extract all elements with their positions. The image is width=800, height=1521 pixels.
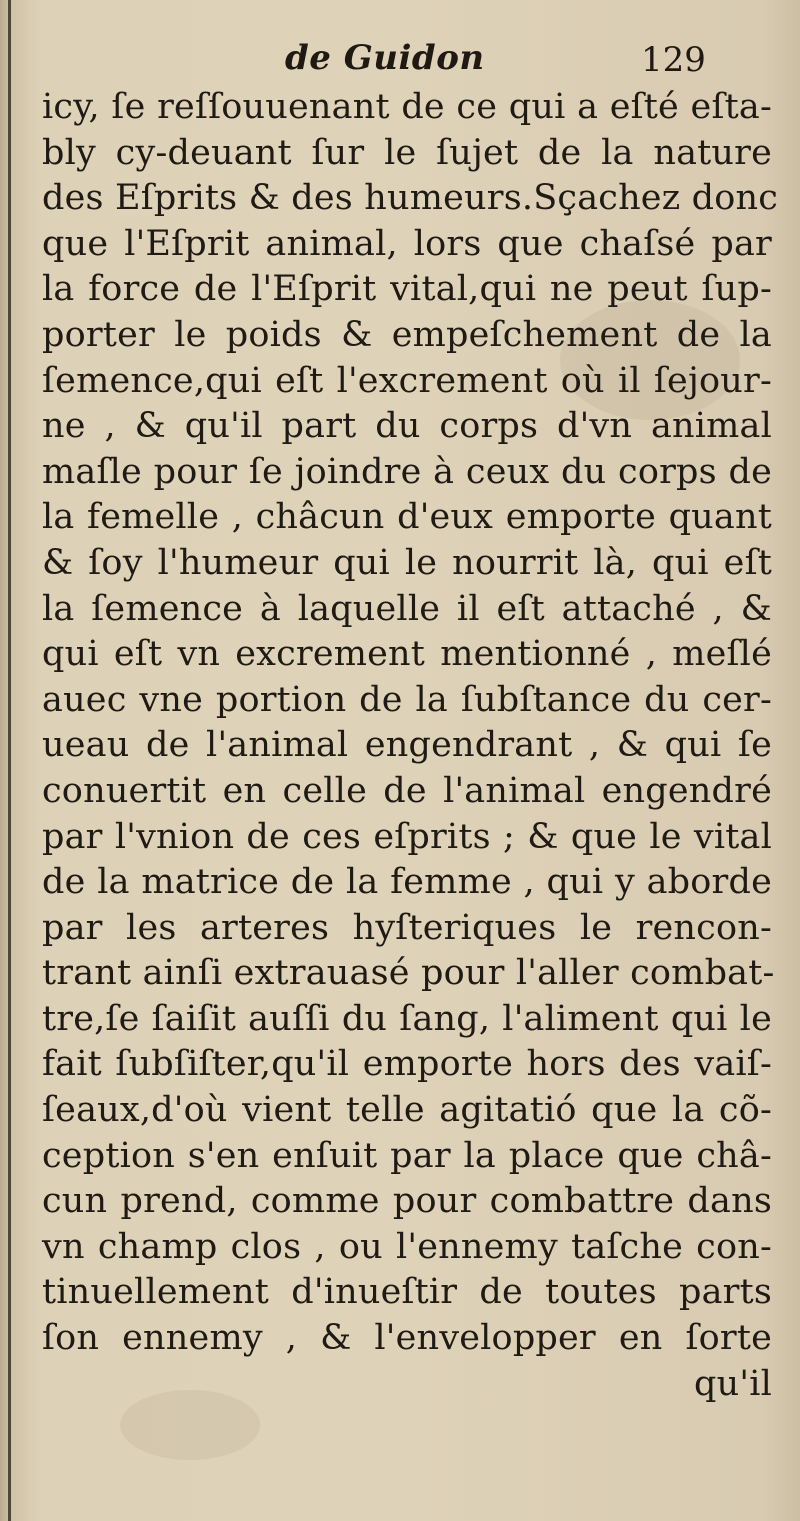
page-gutter-edge: [8, 0, 11, 1521]
running-head: [0, 38, 800, 88]
text-line: ſemence,qui eſt l'excrement où il ſejour-: [42, 360, 772, 401]
text-line: maſle pour ſe joindre à ceux du corps de: [42, 451, 772, 492]
text-line: conuertit en celle de l'animal engendré: [42, 770, 772, 811]
text-line: ſeaux,d'où vient telle agitatió que la cõ-: [42, 1090, 772, 1131]
text-line: & ſoy l'humeur qui le nourrit là, qui eſt: [42, 542, 772, 583]
text-line: ueau de l'animal engendrant , & qui ſe: [42, 725, 772, 766]
text-line: des Eſprits & des humeurs.Sçachez donc: [42, 178, 779, 219]
text-line: tre,ſe ſaiſit auſſi du ſang, l'aliment qui le: [42, 998, 772, 1039]
text-line: tinuellement d'inueſtir de toutes parts: [42, 1272, 772, 1313]
text-line: qui eſt vn excrement mentionné , meſlé: [42, 634, 772, 675]
running-head-title: de Guidon: [285, 38, 485, 78]
page-number: 129: [641, 40, 706, 80]
text-line: trant ainſi extrauasé pour l'aller combat-: [42, 953, 775, 994]
text-line: la femelle , châcun d'eux emporte quant: [42, 497, 772, 538]
text-line: que l'Eſprit animal, lors que chaſsé par: [42, 223, 772, 264]
text-line: ne , & qu'il part du corps d'vn animal: [42, 406, 772, 447]
text-line: ception s'en enſuit par la place que châ-: [42, 1135, 772, 1176]
text-line: fait ſubſiſter,qu'il emporte hors des vaiſ-: [42, 1044, 772, 1085]
text-line: par l'vnion de ces eſprits ; & que le vital: [42, 816, 772, 857]
text-line: porter le poids & empeſchement de la: [42, 314, 772, 355]
text-line: bly cy-deuant ſur le ſujet de la nature: [42, 132, 772, 173]
text-line: cun prend, comme pour combattre dans: [42, 1181, 772, 1222]
text-line: la ſemence à laquelle il eſt attaché , &: [42, 588, 772, 629]
catchword: qu'il: [694, 1363, 772, 1404]
text-line: ſon ennemy , & l'envelopper en ſorte: [42, 1318, 772, 1359]
text-line: de la matrice de la femme , qui y aborde: [42, 862, 772, 903]
text-line: la force de l'Eſprit vital,qui ne peut ſup-: [42, 269, 772, 310]
body-text: [42, 85, 779, 1407]
text-line: icy, ſe reſſouuenant de ce qui a eſté eſta-: [42, 87, 772, 127]
text-line: auec vne portion de la ſubſtance du cer-: [42, 679, 772, 720]
text-line: par les arteres hyſteriques le rencon-: [42, 907, 772, 948]
text-line: vn champ clos , ou l'ennemy taſche con-: [42, 1226, 772, 1267]
